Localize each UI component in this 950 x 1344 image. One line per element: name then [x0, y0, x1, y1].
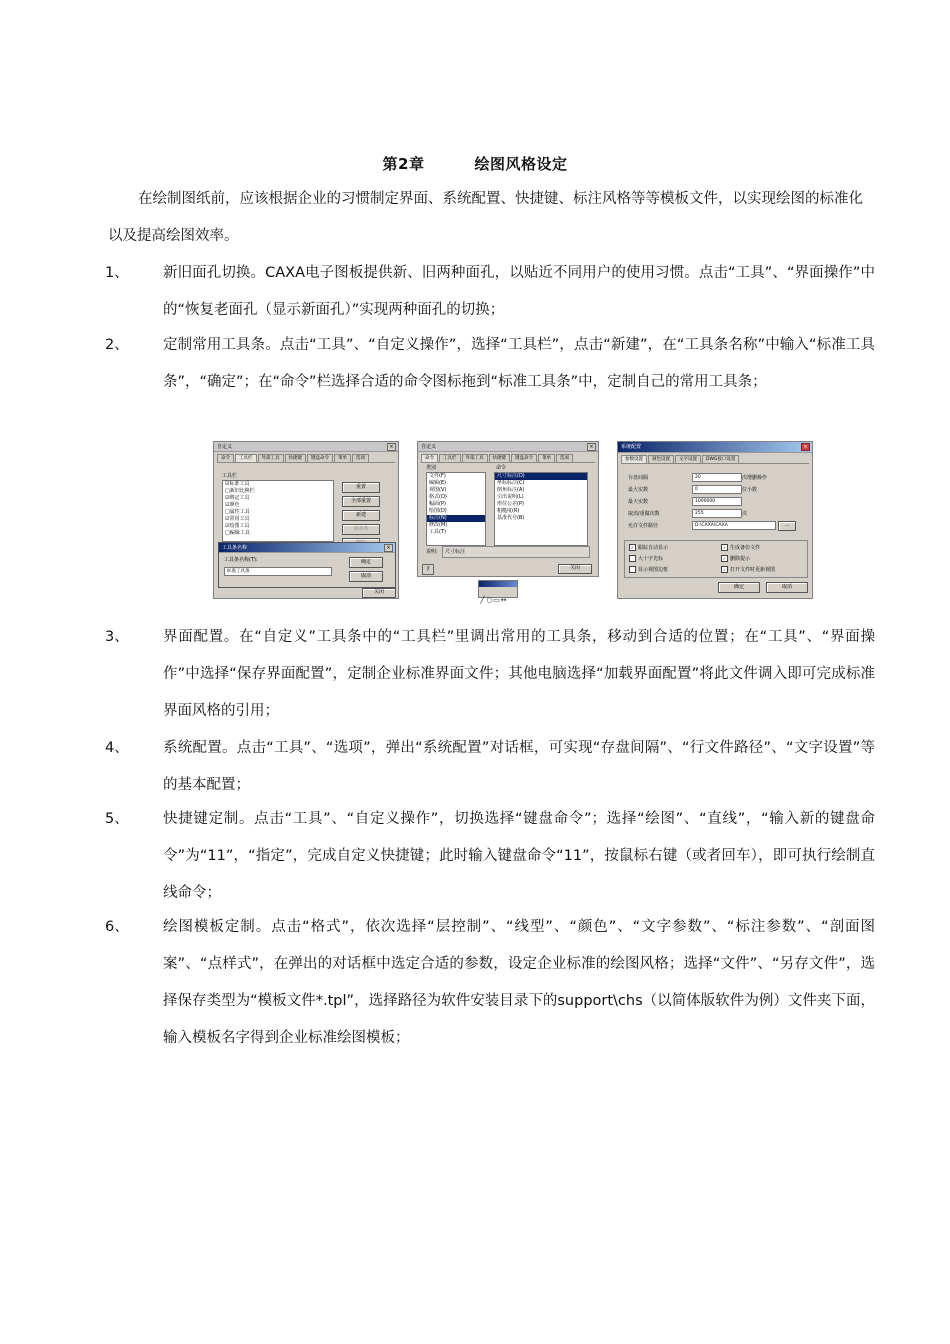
tab-shortcuts[interactable]: 快捷键: [285, 454, 307, 462]
sub-dialog-title: 工具条名称: [222, 545, 248, 551]
list-item-text: 快捷键定制。点击“工具”、“自定义操作”，切换选择“键盘命令”；选择“绘图”、“直线”，“输入新的键盘命令”为“11”，“指定”，完成自定义快捷键；此时输入键盘命令“11”，按鼠标右键（或者回车），即可执行绘制直线命令；: [163, 811, 875, 901]
list-item-text: 定制常用工具条。点击“工具”、“自定义操作”，选择“工具栏”，点击“新建”，在“工具条名称”中输入“标准工具条”，“确定”；在“命令”栏选择合适的命令图标拖到“标准工具条”中，定制自己的常用工具条；: [163, 337, 875, 390]
rectangle-icon[interactable]: ▭: [493, 596, 500, 604]
list-item[interactable]: 幅面(P): [429, 501, 446, 507]
toolbar-name-input[interactable]: 标准工具条: [224, 567, 332, 576]
dialog-title: 自定义: [421, 444, 437, 450]
chapter-heading: [0, 153, 950, 174]
list-item-text: 绘图模板定制。点击“格式”，依次选择“层控制”、“线型”、“颜色”、“文字参数”、“标注参数”、“剖面图案”、“点样式”，在弹出的对话框中选定合适的参数，设定企业标准的绘图风格；选择“文件”、“另存文件”，选择保存类型为“模板文件*.tpl”，选择路径为软件安装目录下的support\chs（以简体版软件为例）文件夹下面，输入模板名字得到企业标准绘图模板；: [163, 919, 875, 1046]
checkbox-empty-icon: [629, 555, 636, 562]
toolbar-titlebar[interactable]: [479, 581, 517, 587]
toolbar-name-label: 工具条名称(T):: [224, 557, 258, 563]
list-item-number: 4、: [105, 740, 129, 756]
option-checkbox[interactable]: [629, 544, 668, 551]
list-item[interactable]: ☑绘图工具: [225, 523, 250, 529]
list-item: [105, 909, 875, 1057]
tab-external-tools[interactable]: 外部工具: [462, 454, 488, 462]
list-item[interactable]: 编辑(E): [429, 480, 447, 486]
option-checkbox[interactable]: [629, 555, 663, 562]
intro-paragraph: 在绘制图纸前，应该根据企业的习惯制定界面、系统配置、快捷键、标注风格等等模板文件，以实现绘图的标准化以及提高绘图效率。: [108, 191, 863, 244]
description-label: 说明:: [426, 549, 438, 555]
list-item-number: 5、: [105, 811, 129, 827]
cancel-button[interactable]: 取消: [766, 582, 808, 593]
field-label: 取消/重做次数: [628, 511, 660, 517]
list-item[interactable]: ☑绑定工具: [225, 495, 250, 501]
circle-icon[interactable]: ○: [486, 596, 493, 604]
browse-button[interactable]: …: [778, 521, 796, 531]
list-item: [105, 801, 875, 912]
reset-all-button[interactable]: 全部重置: [342, 496, 380, 507]
list-item[interactable]: ☑常用工具: [225, 516, 250, 522]
rename-button[interactable]: 重命名: [342, 524, 380, 535]
toolbar-list[interactable]: [222, 480, 334, 542]
tab-options[interactable]: 选项: [352, 454, 369, 462]
option-label: 生成备份文件: [730, 545, 761, 551]
command-list[interactable]: [494, 472, 588, 546]
category-list[interactable]: [426, 472, 486, 546]
option-label: 跟踪自动显示: [638, 545, 669, 551]
list-item-text: 新旧面孔切换。CAXA电子图板提供新、旧两种面孔，以贴近不同用户的使用习惯。点击“工具”、“界面操作”中的“恢复老面孔（显示新面孔）”实现两种面孔的切换；: [163, 265, 875, 318]
description-box: [442, 546, 590, 558]
cancel-button[interactable]: 取消: [349, 571, 383, 582]
list-item[interactable]: 坐标标注(C): [497, 480, 525, 486]
list-item-number: 6、: [105, 919, 129, 935]
reset-button[interactable]: 重置: [342, 482, 380, 493]
dimension-toolbar: [478, 580, 518, 604]
field-label: 允许文件路径: [628, 523, 659, 529]
list-item-text: 界面配置。在“自定义”工具条中的“工具栏”里调出常用的工具条，移动到合适的位置；在“工具”、“界面操作”中选择“保存界面配置”，定制企业标准界面文件；其他电脑选择“加载界面配置”将此文件调入即可完成标准界面风格的引用；: [163, 629, 875, 719]
save-interval-input[interactable]: 20: [692, 473, 742, 482]
option-checkbox[interactable]: [721, 555, 750, 562]
file-path-input[interactable]: D:\CAXA\CAXA: [692, 521, 776, 530]
ok-button[interactable]: 确定: [718, 582, 760, 593]
option-label: 删除提示: [730, 556, 751, 562]
option-checkbox[interactable]: [721, 566, 775, 573]
dialog-titlebar: [418, 442, 598, 452]
tab-colors[interactable]: 颜色设置: [648, 455, 674, 463]
tab-strip: [621, 455, 809, 464]
dimension-icon[interactable]: ↔: [500, 596, 507, 604]
field-unit: 次: [742, 511, 748, 517]
list-item-number: 3、: [105, 629, 129, 645]
list-item[interactable]: 绘图(D): [429, 508, 447, 514]
list-item[interactable]: ☑标准工具: [225, 481, 250, 487]
group-label: 工具栏: [222, 473, 238, 479]
list-item[interactable]: 粗糙度(R): [497, 508, 520, 514]
tab-shortcuts[interactable]: 快捷键: [489, 454, 511, 462]
list-item[interactable]: □属性工具: [225, 509, 250, 515]
tab-strip: [217, 454, 395, 463]
undo-count-input[interactable]: 255: [692, 509, 742, 518]
customize-commands-screenshot: [417, 441, 599, 577]
line-icon[interactable]: ╱: [480, 596, 485, 604]
max-real-input[interactable]: 1000000: [692, 497, 742, 506]
checkbox-empty-icon: [629, 566, 636, 573]
chapter-title: 绘图风格设定: [474, 155, 568, 173]
list-item: [105, 255, 875, 329]
help-icon[interactable]: ?: [422, 564, 434, 575]
list-item[interactable]: 文件(F): [429, 473, 446, 479]
close-icon[interactable]: ×: [384, 544, 393, 552]
tab-keyboard[interactable]: 键盘命令: [511, 454, 537, 462]
list-item[interactable]: 尺寸标注(D): [495, 473, 587, 480]
list-item-text: 系统配置。点击“工具”、“选项”，弹出“系统配置”对话框，可实现“存盘间隔”、“行文件路径”、“文字设置”等的基本配置；: [163, 740, 875, 793]
checkbox-checked-icon: ✓: [722, 545, 727, 550]
close-icon[interactable]: ×: [387, 443, 396, 451]
toolbar-name-dialog: [218, 542, 396, 588]
list-item-number: 1、: [105, 265, 129, 281]
field-label: 存盘间隔: [628, 475, 649, 481]
field-unit: 位小数: [742, 487, 758, 493]
system-config-screenshot: [617, 441, 813, 599]
option-checkbox[interactable]: [629, 566, 668, 573]
command-label: 命令: [496, 465, 507, 471]
decimal-places-input[interactable]: 0: [692, 485, 742, 494]
list-item[interactable]: □新旧比换栏: [225, 488, 255, 494]
customize-toolbar-screenshot: [213, 441, 399, 599]
dialog-titlebar: [618, 442, 812, 453]
dialog-title: 自定义: [217, 444, 233, 450]
list-item[interactable]: 引出说明(L): [497, 494, 524, 500]
tab-keyboard[interactable]: 键盘命令: [307, 454, 333, 462]
close-icon[interactable]: ×: [801, 443, 810, 451]
list-item[interactable]: ☑颜色: [225, 502, 240, 508]
description-value: 尺寸标注: [445, 549, 466, 555]
tab-text[interactable]: 文字设置: [675, 455, 701, 463]
checkbox-checked-icon: ✓: [630, 545, 635, 550]
list-item: [105, 730, 875, 804]
list-item[interactable]: 倒角标注(A): [497, 487, 525, 493]
tab-strip: [421, 454, 595, 463]
category-label: 类别: [426, 465, 437, 471]
list-item: [105, 327, 875, 401]
new-button[interactable]: 新建: [342, 510, 380, 521]
dialog-title: 系统配置: [621, 444, 642, 450]
close-button[interactable]: 关闭: [362, 588, 396, 598]
tab-menu[interactable]: 菜单: [538, 454, 555, 462]
list-item[interactable]: 修改(M): [429, 522, 448, 528]
list-item[interactable]: 形位公差(P): [497, 501, 524, 507]
list-item[interactable]: 标注(N): [427, 515, 485, 522]
list-item[interactable]: 工具(T): [429, 529, 446, 535]
ok-button[interactable]: 确定: [349, 557, 383, 568]
options-group: [624, 540, 808, 578]
tab-menu[interactable]: 菜单: [334, 454, 351, 462]
tab-toolbars[interactable]: 工具栏: [235, 454, 257, 462]
close-button[interactable]: 关闭: [558, 564, 592, 574]
field-label: 最大实数: [628, 499, 649, 505]
option-label: 打开文件时更新视图: [730, 567, 776, 573]
list-item[interactable]: □编辑工具: [225, 530, 250, 536]
list-item[interactable]: 基准代号(B): [497, 515, 525, 521]
sub-dialog-titlebar: [219, 543, 395, 553]
option-label: 显示视图边框: [638, 567, 669, 573]
tab-options[interactable]: 选项: [556, 454, 573, 462]
close-icon[interactable]: ×: [587, 443, 596, 451]
tab-commands[interactable]: 命令: [217, 454, 234, 462]
tab-parameters[interactable]: 参数设置: [621, 455, 647, 463]
tab-toolbars[interactable]: 工具栏: [439, 454, 461, 462]
dialog-titlebar: [214, 442, 398, 452]
option-checkbox[interactable]: [721, 544, 760, 551]
tab-dwg[interactable]: DWG接口设置: [702, 455, 739, 463]
field-unit: 次增删操作: [742, 475, 768, 481]
list-item[interactable]: 视图(V): [429, 487, 447, 493]
field-label: 最大实数: [628, 487, 649, 493]
checkbox-checked-icon: ✓: [722, 567, 727, 572]
chapter-number: 第2章: [382, 155, 425, 173]
checkbox-checked-icon: ✓: [722, 556, 727, 561]
tab-external-tools[interactable]: 外部工具: [258, 454, 284, 462]
list-item-number: 2、: [105, 337, 129, 353]
list-item: [105, 619, 875, 730]
tab-commands[interactable]: 命令: [421, 454, 438, 462]
option-label: 大十字光标: [638, 556, 664, 562]
list-item[interactable]: 格式(O): [429, 494, 447, 500]
